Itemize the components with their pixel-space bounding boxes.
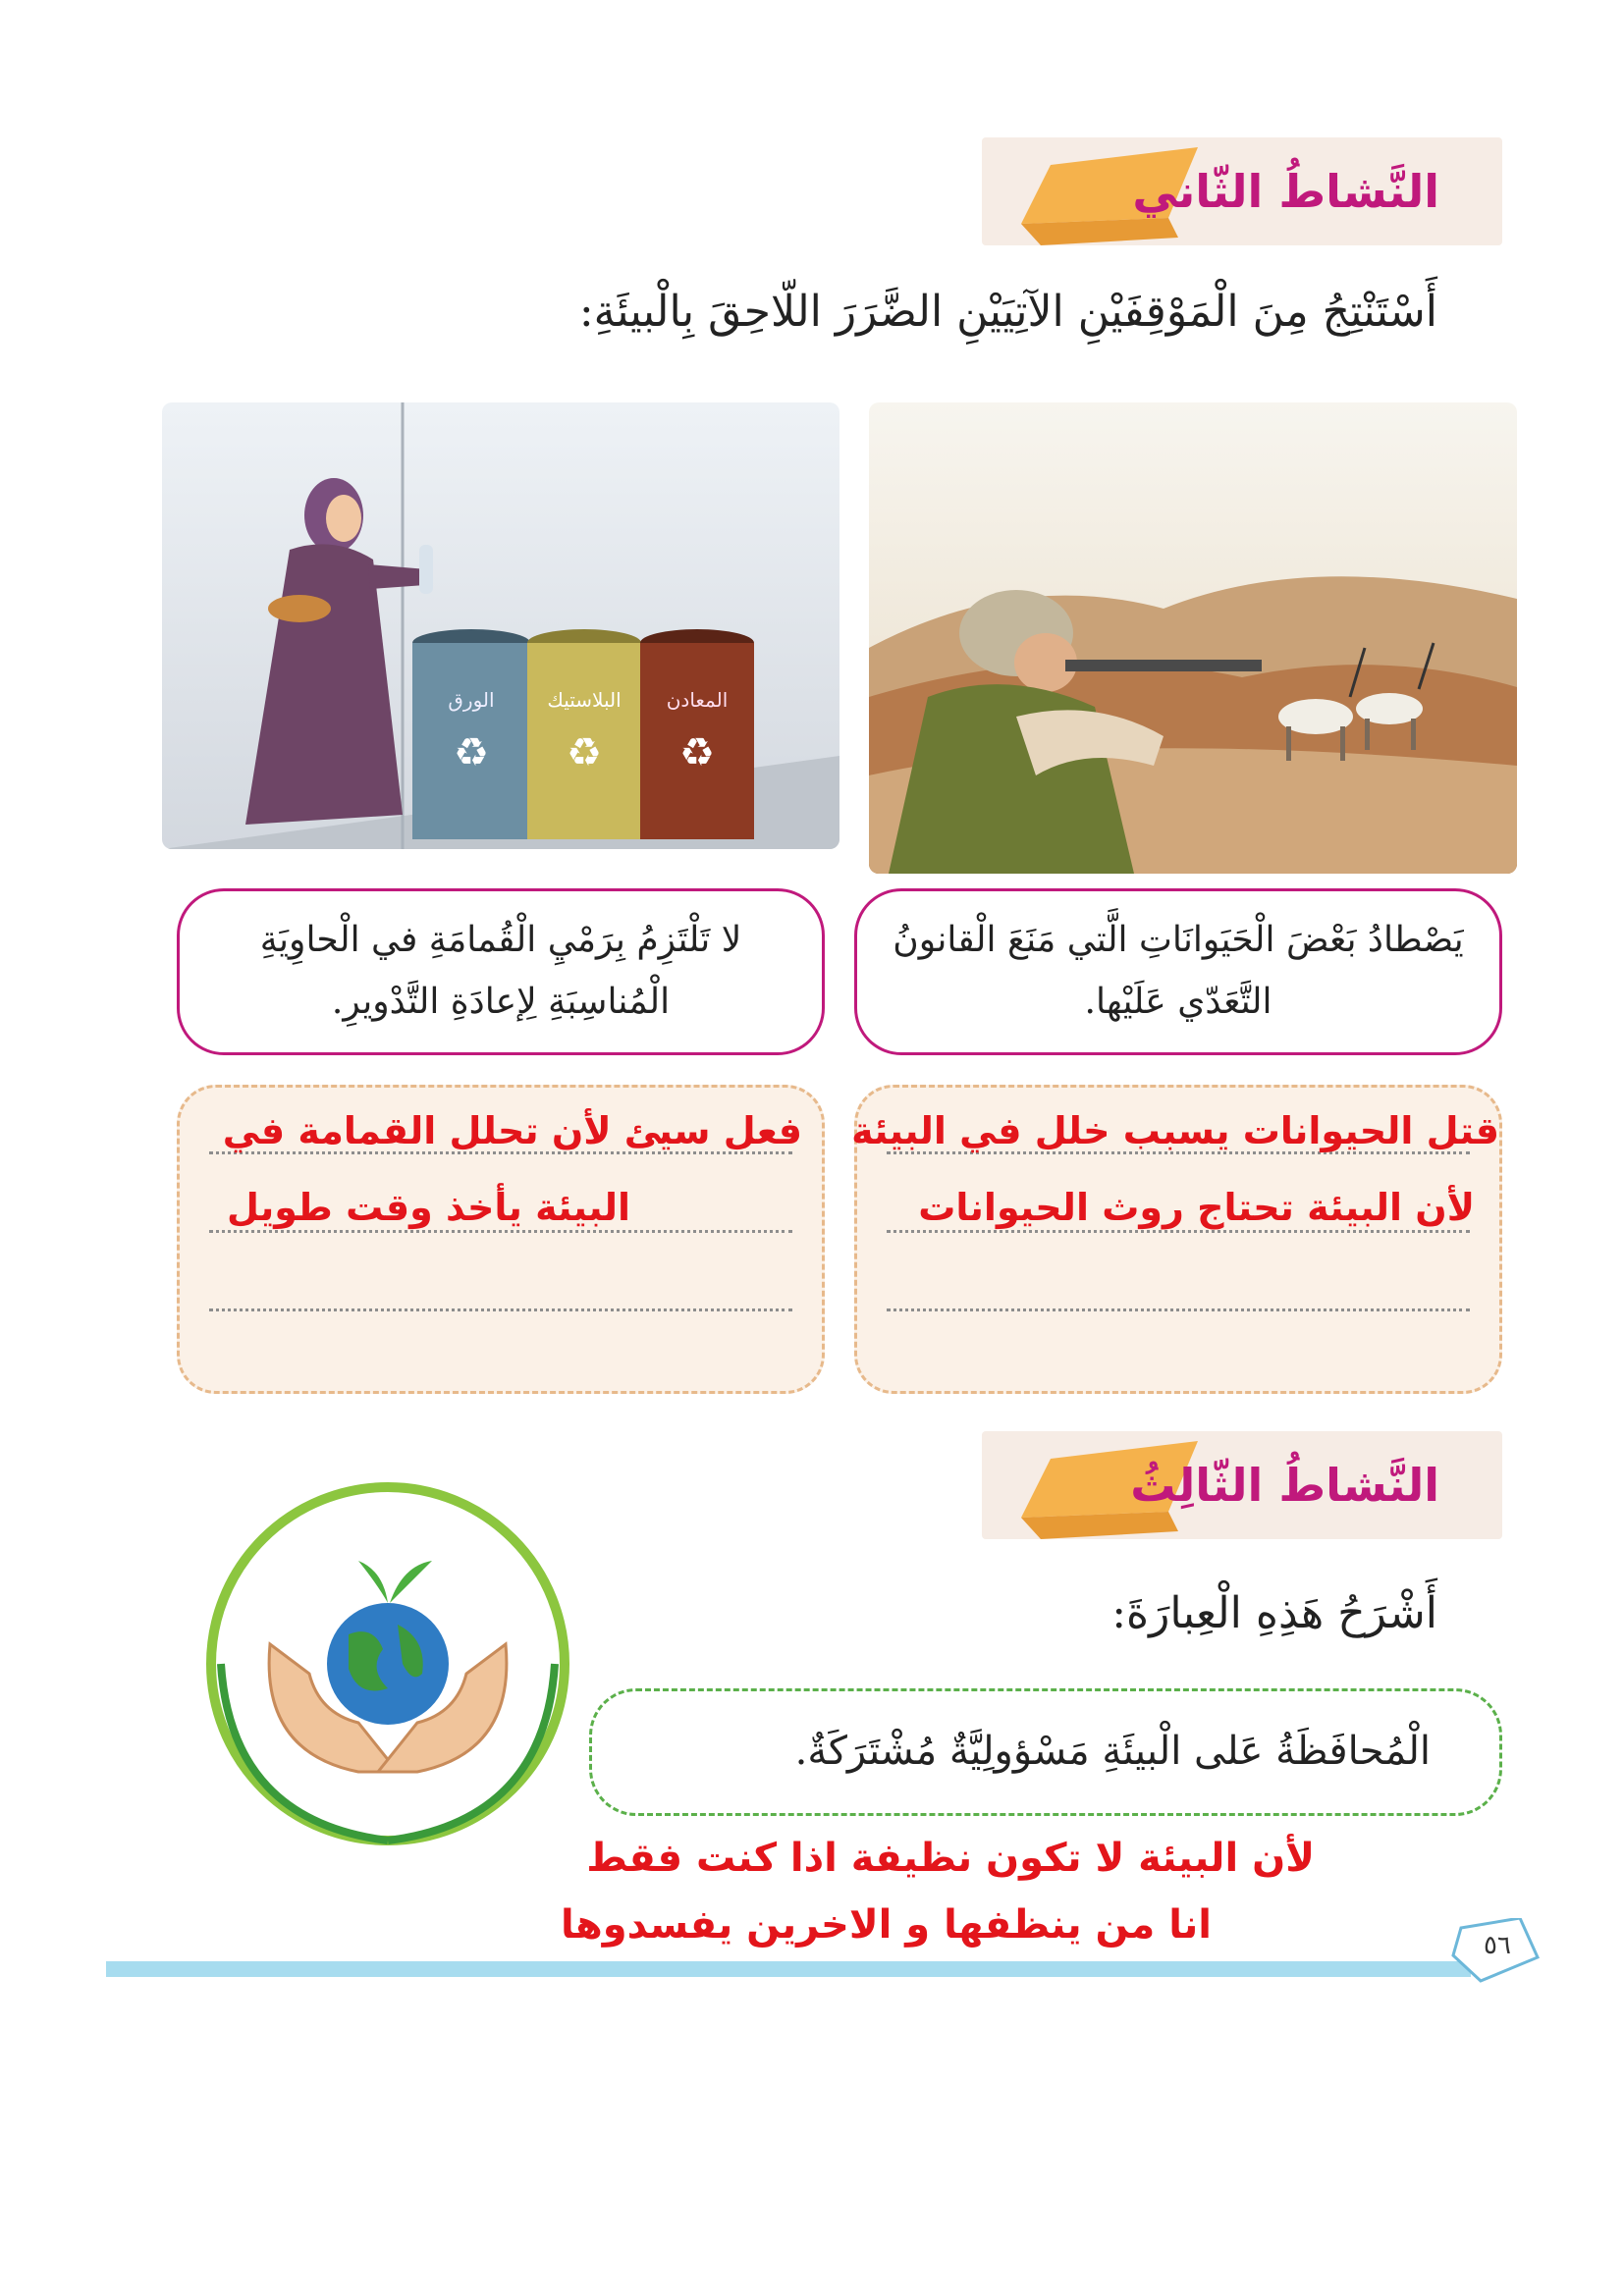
answer-waste-line2: البيئة يأخذ وقت طويل: [227, 1186, 630, 1229]
activity3-answer-line2: انا من ينظفها و الاخرين يفسدوها: [561, 1902, 1212, 1948]
answer-hunting-line1: قتل الحيوانات يسبب خلل في البيئة: [851, 1109, 1499, 1152]
answer-box-waste: [177, 1085, 825, 1394]
footer-line: [106, 1961, 1471, 1977]
activity3-instruction: أَشْرَحُ هَذِهِ الْعِبارَةَ:: [1111, 1588, 1437, 1638]
situation-hunting: يَصْطادُ بَعْضَ الْحَيَوانَاتِ الَّتي مَنَعَ الْقانونُ التَّعَدّي عَلَيْها.: [854, 888, 1502, 1055]
recycle-icon: ♻: [679, 730, 715, 775]
recycle-icon: ♻: [454, 730, 489, 775]
paper-bin-label: الورق: [448, 688, 495, 712]
answer-line: [887, 1308, 1470, 1311]
recycle-icon: ♻: [567, 730, 602, 775]
activity3-title: النَّشاطُ الثّالِثُ: [1130, 1459, 1439, 1512]
recycling-illustration: [162, 402, 839, 849]
answer-box-hunting: [851, 1085, 1502, 1394]
metals-bin-label: المعادن: [666, 688, 729, 712]
answer-hunting-line2: لأن البيئة تحتاج روث الحيوانات: [918, 1186, 1475, 1229]
activity2-title: النَّشاطُ الثّاني: [1132, 165, 1439, 218]
statement-box: [589, 1688, 1502, 1816]
answer-waste-line1: فعل سيئ لأن تحلل القمامة في: [222, 1109, 802, 1152]
hunting-illustration: [869, 402, 1517, 874]
page-number: ٥٦: [1484, 1931, 1511, 1960]
plastic-bin-label: البلاستيك: [547, 688, 622, 712]
statement-text: الْمُحافَظَةُ عَلى الْبيئَةِ مَسْؤولِيَّةٌ مُشْتَرَكَةٌ.: [794, 1729, 1431, 1774]
earth-hands-emblem: [201, 1477, 574, 1850]
answer-line: [209, 1308, 792, 1311]
answer-line: [887, 1230, 1470, 1233]
activity3-answer-line1: لأن البيئة لا تكون نظيفة اذا كنت فقط: [586, 1836, 1315, 1881]
recycling-bins: [412, 629, 754, 839]
activity2-instruction: أَسْتَنْتِجُ مِنَ الْمَوْقِفَيْنِ الآتِيَيْنِ الضَّرَرَ اللّاحِقَ بِالْبيئَةِ:: [578, 287, 1437, 337]
answer-line: [209, 1230, 792, 1233]
situation-waste: لا تَلْتَزِمُ بِرَمْيِ الْقُمامَةِ في الْحاوِيَةِ الْمُناسِبَةِ لِإعادَةِ التَّدْويرِ.: [177, 888, 825, 1055]
